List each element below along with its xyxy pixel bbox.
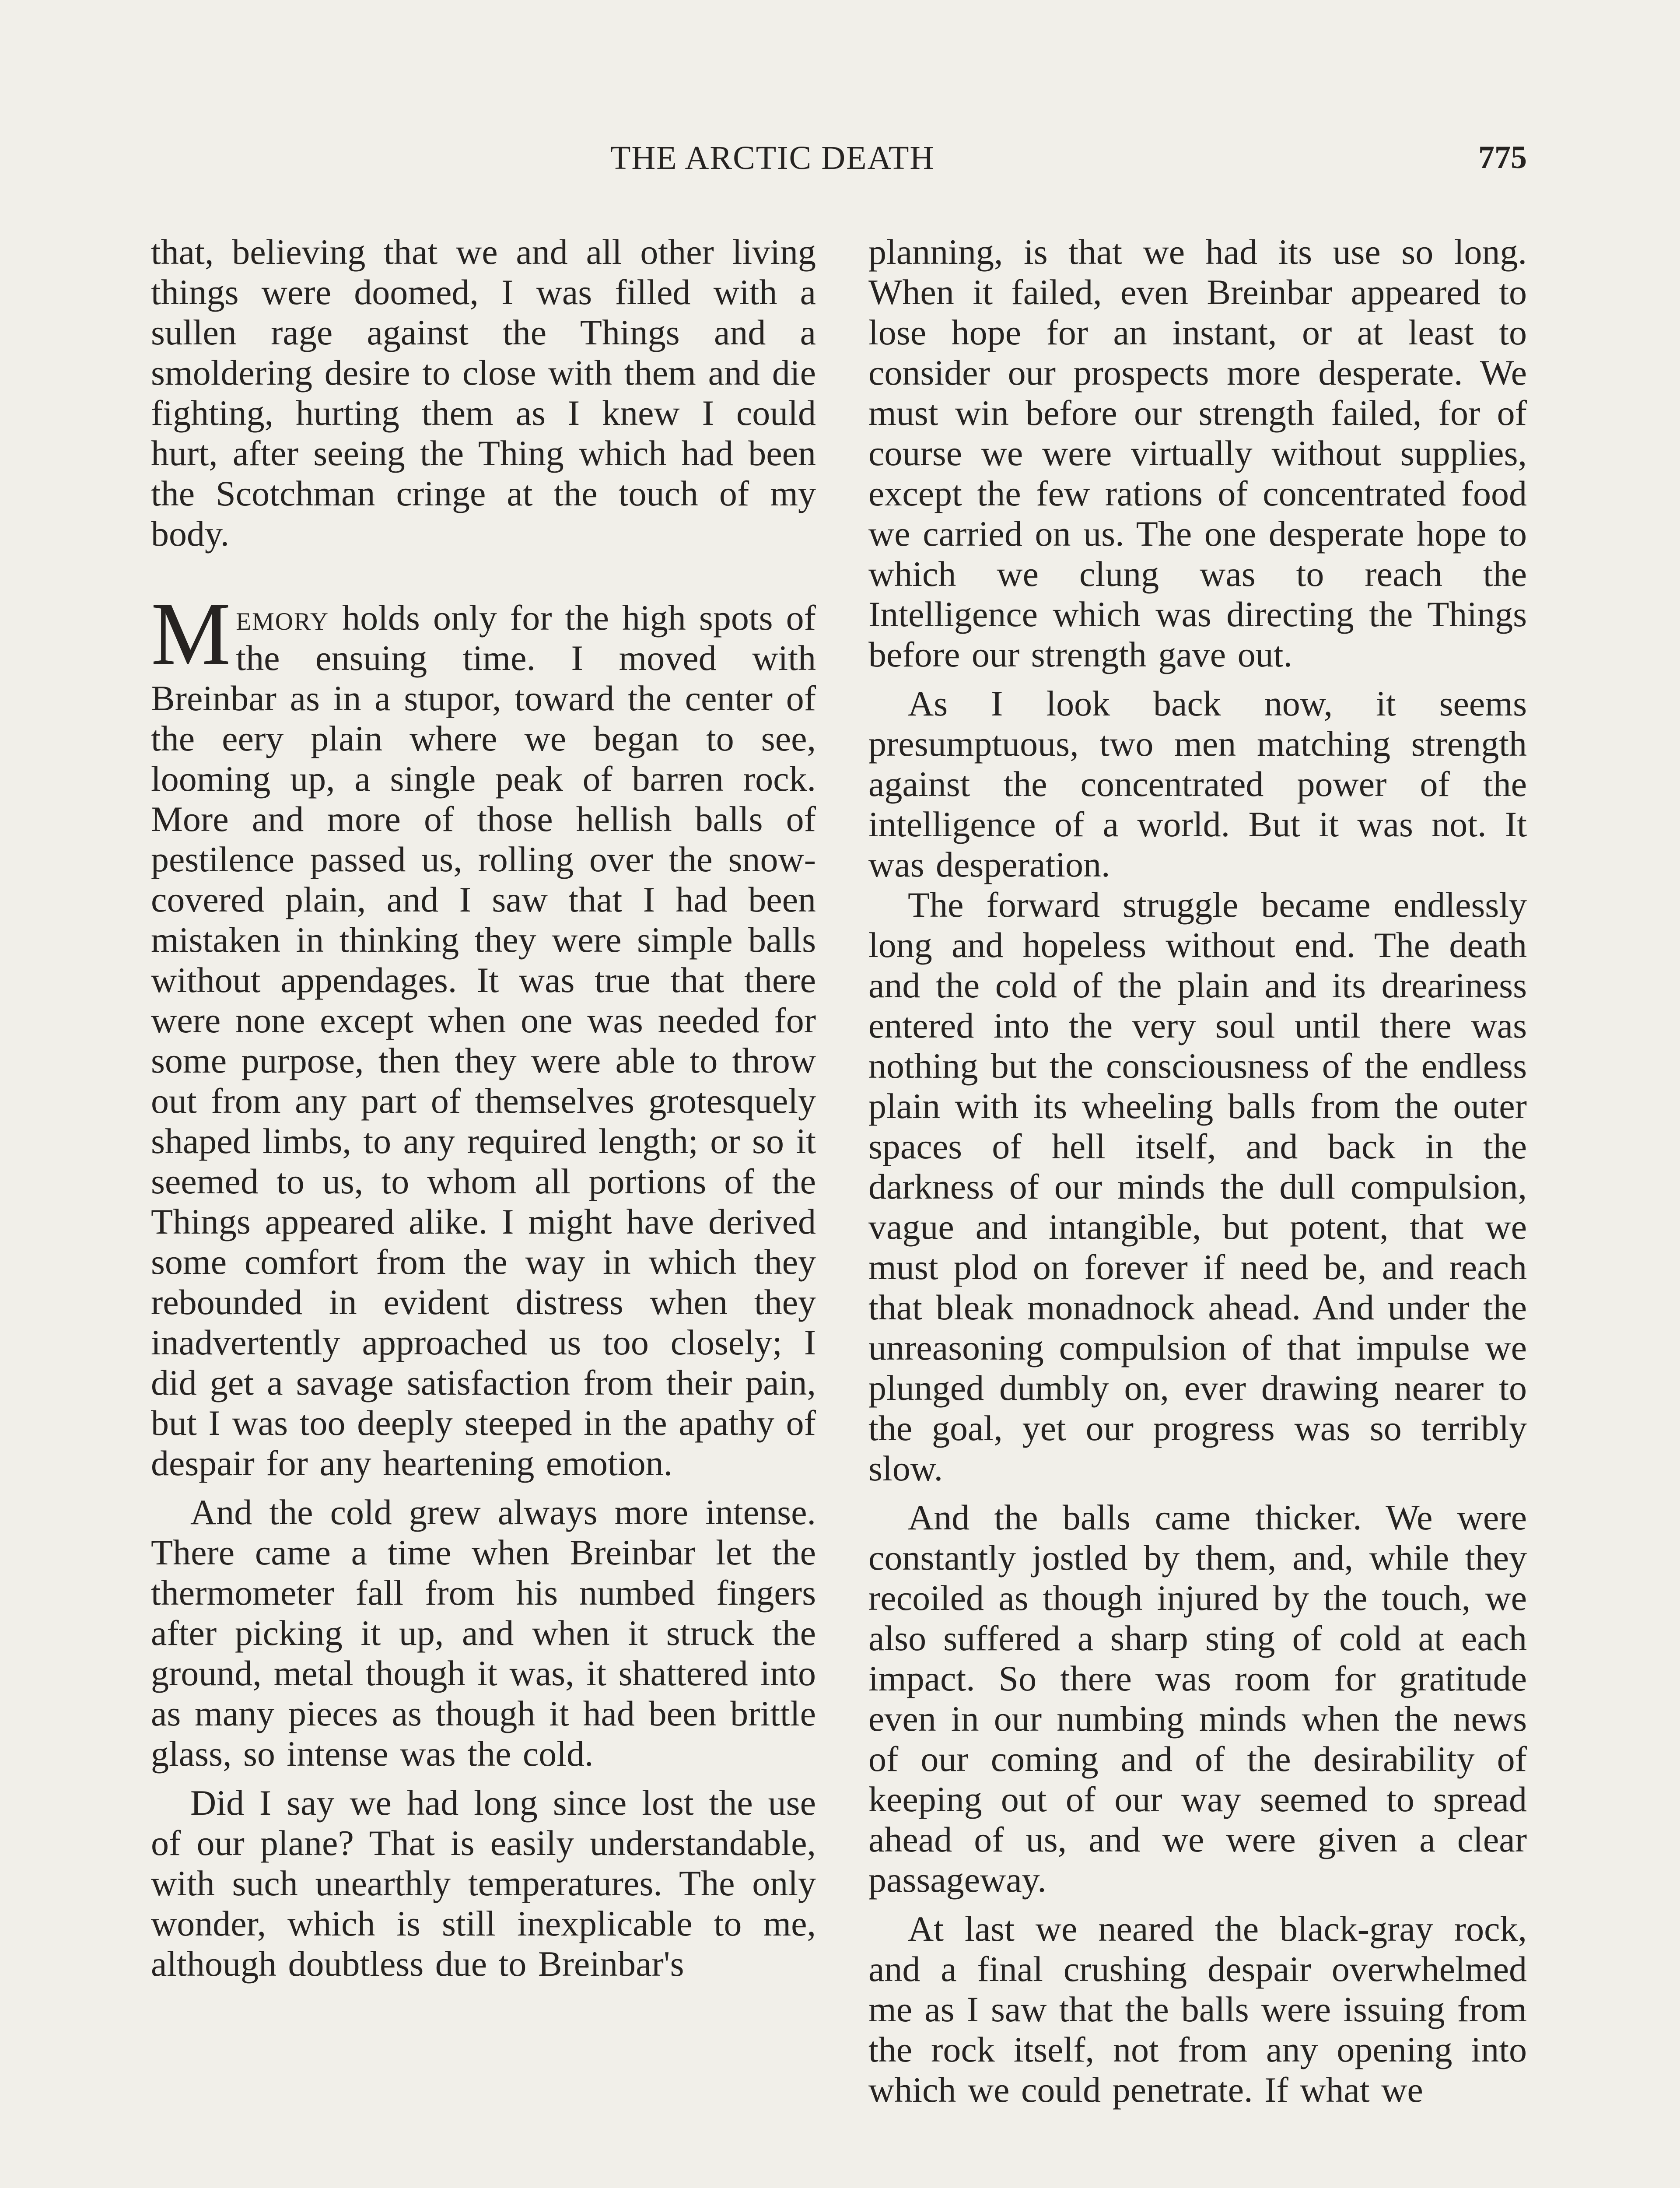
paragraph: that, believing that we and all other living things were doomed, I was filled with a sullen rage against the Things and a smoldering desire to close with them and die fighting, hurting them as I knew I could hurt, after seeing the Thing which had been the Scotchman cringe at the touch of my body. — [151, 232, 816, 554]
paragraph: And the cold grew always more intense. There came a time when Breinbar let the thermometer fall from his numbed fingers after picking it up, and when it struck the ground, metal though it was, it shattered into as many pieces as though it had been brittle glass, so intense was the cold. — [151, 1492, 816, 1774]
page-header — [149, 139, 1527, 192]
page-number: 775 — [1478, 140, 1527, 175]
drop-cap: M — [151, 584, 231, 684]
paragraph: planning, is that we had its use so long. When it failed, even Breinbar appeared to lose hope for an instant, or at least to consider our prospects more desperate. We must win before our strength failed, for of course we were virtually without supplies, except the few rations of concentrated food we carried on us. The one desperate hope to which we clung was to reach the Intelligence which was directing the Things before our strength gave out. — [868, 232, 1527, 674]
right-column — [868, 232, 1527, 2110]
paragraph: The forward struggle became endlessly long and hopeless without end. The death and the cold of the plain and its dreariness entered into the very soul until there was nothing but the consciousness of the endless plain with its wheeling balls from the outer spaces of hell itself, and back in the darkness of our minds the dull compulsion, vague and intangible, but potent, that we must plod on forever if need be, and reach that bleak monadnock ahead. And under the unreasoning compulsion of that impulse we plunged dumbly on, ever drawing nearer to the goal, yet our progress was so terribly slow. — [868, 885, 1527, 1488]
paragraph: Did I say we had long since lost the use of our plane? That is easily understandable, with such unearthly temperatures. The only wonder, which is still inexplicable to me, although doubtless due to Breinbar's — [151, 1783, 816, 1984]
paragraph-text: holds only for the high spots of the ensuing time. I moved with Breinbar as in a stupor, toward the center of the eery plain where we began to see, looming up, a single peak of barren rock. More and more of those hellish balls of pestilence passed us, rolling over the snow-covered plain, and I saw that I had been mistaken in thinking they were simple balls without appendages. It was true that there were none except when one was needed for some purpose, then they were able to throw out from any part of themselves grotesquely shaped limbs, to any required length; or so it seemed to us, to whom all portions of the Things appeared alike. I might have derived some comfort from the way in which they rebounded in evident distress when they inadvertently approached us too closely; I did get a savage satisfaction from their pain, but I was too deeply steeped in the apathy of despair for any heartening emotion. — [151, 598, 816, 1483]
small-caps-lead: emory — [236, 598, 329, 638]
paragraph: And the balls came thicker. We were constantly jostled by them, and, while they recoiled as though injured by the touch, we also suffered a sharp sting of cold at each impact. So there was room for gratitude even in our numbing minds when the news of our coming and of the desirability of keeping out of our way seemed to spread ahead of us, and we were given a clear passageway. — [868, 1497, 1527, 1900]
running-title: THE ARCTIC DEATH — [610, 140, 935, 176]
paragraph: As I look back now, it seems presumptuous, two men matching strength against the concentrated power of the intelligence of a world. But it was not. It was desperation. — [868, 684, 1527, 884]
paragraph: At last we neared the black-gray rock, and a final crushing despair overwhelmed me as I saw that the balls were issuing from the rock itself, not from any opening into which we could penetrate. If what we — [868, 1909, 1527, 2110]
section-paragraph — [151, 584, 816, 1483]
left-column — [151, 232, 816, 1984]
